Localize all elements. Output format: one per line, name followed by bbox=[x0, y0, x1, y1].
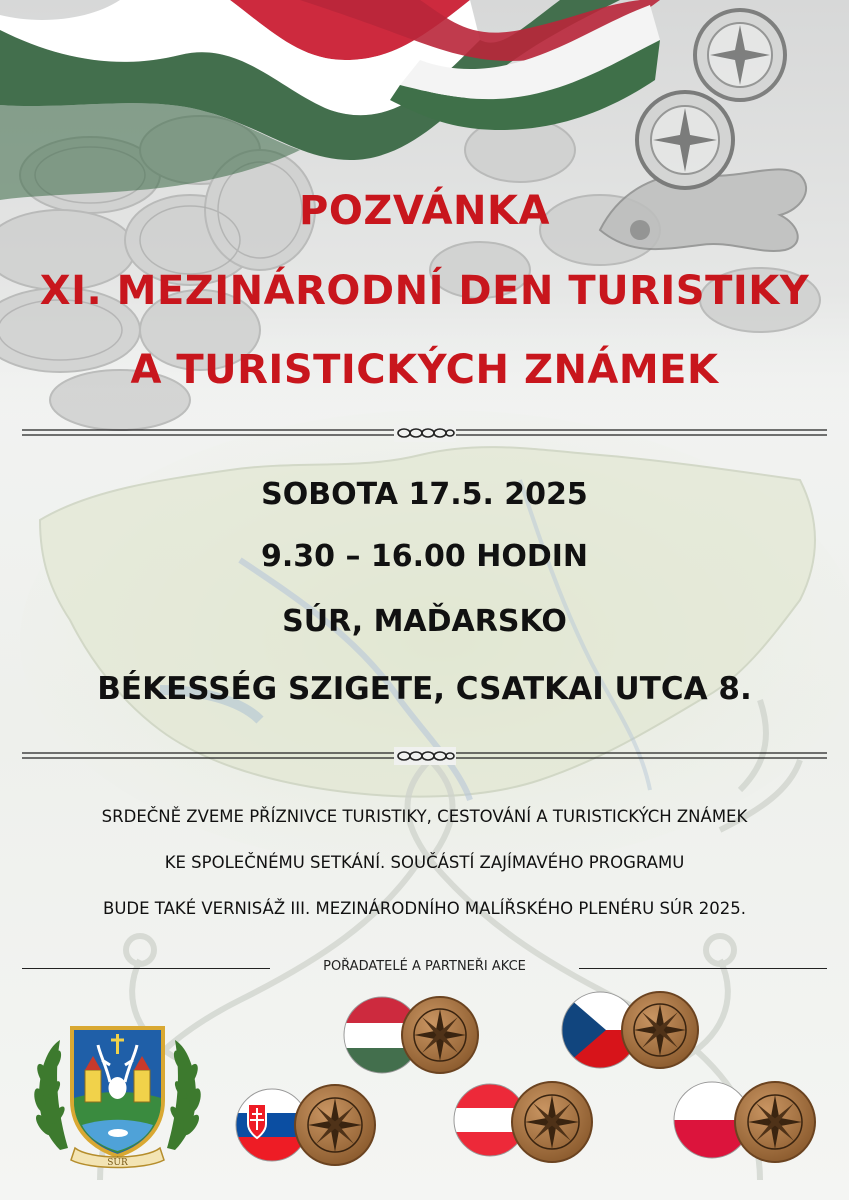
event-address: BÉKESSÉG SZIGETE, CSATKAI UTCA 8. bbox=[97, 671, 752, 707]
partner-poland bbox=[674, 1082, 815, 1162]
event-time: 9.30 – 16.00 HODIN bbox=[260, 539, 589, 574]
description-line-2: KE SPOLEČNÉMU SETKÁNÍ. SOUČÁSTÍ ZAJÍMAVÉHO PROGRAMU bbox=[164, 853, 685, 872]
event-place: SÚR, MAĎARSKO bbox=[282, 604, 567, 639]
hungary-stamp-icon bbox=[402, 997, 478, 1073]
czech-stamp-icon bbox=[622, 992, 698, 1068]
partner-slovakia bbox=[236, 1085, 375, 1165]
invitation-title: POZVÁNKA bbox=[299, 188, 550, 234]
event-date: SOBOTA 17.5. 2025 bbox=[261, 477, 588, 512]
partners-title: POŘADATELÉ A PARTNEŘI AKCE bbox=[323, 959, 526, 974]
partner-austria bbox=[454, 1082, 592, 1162]
partner-czech bbox=[562, 992, 698, 1068]
austria-stamp-icon bbox=[512, 1082, 592, 1162]
event-title-line-2: A TURISTICKÝCH ZNÁMEK bbox=[130, 347, 719, 393]
crest-ribbon-label: SÚR bbox=[107, 1158, 128, 1168]
slovakia-stamp-icon bbox=[295, 1085, 375, 1165]
description-line-3: BUDE TAKÉ VERNISÁŽ III. MEZINÁRODNÍHO MALÍŘSKÉHO PLENÉRU SÚR 2025. bbox=[103, 899, 746, 918]
partner-hungary bbox=[344, 997, 478, 1074]
poland-stamp-icon bbox=[735, 1082, 815, 1162]
event-title-line-1: XI. MEZINÁRODNÍ DEN TURISTIKY bbox=[39, 268, 810, 314]
description-line-1: SRDEČNĚ ZVEME PŘÍZNIVCE TURISTIKY, CESTOVÁNÍ A TURISTICKÝCH ZNÁMEK bbox=[101, 807, 748, 826]
